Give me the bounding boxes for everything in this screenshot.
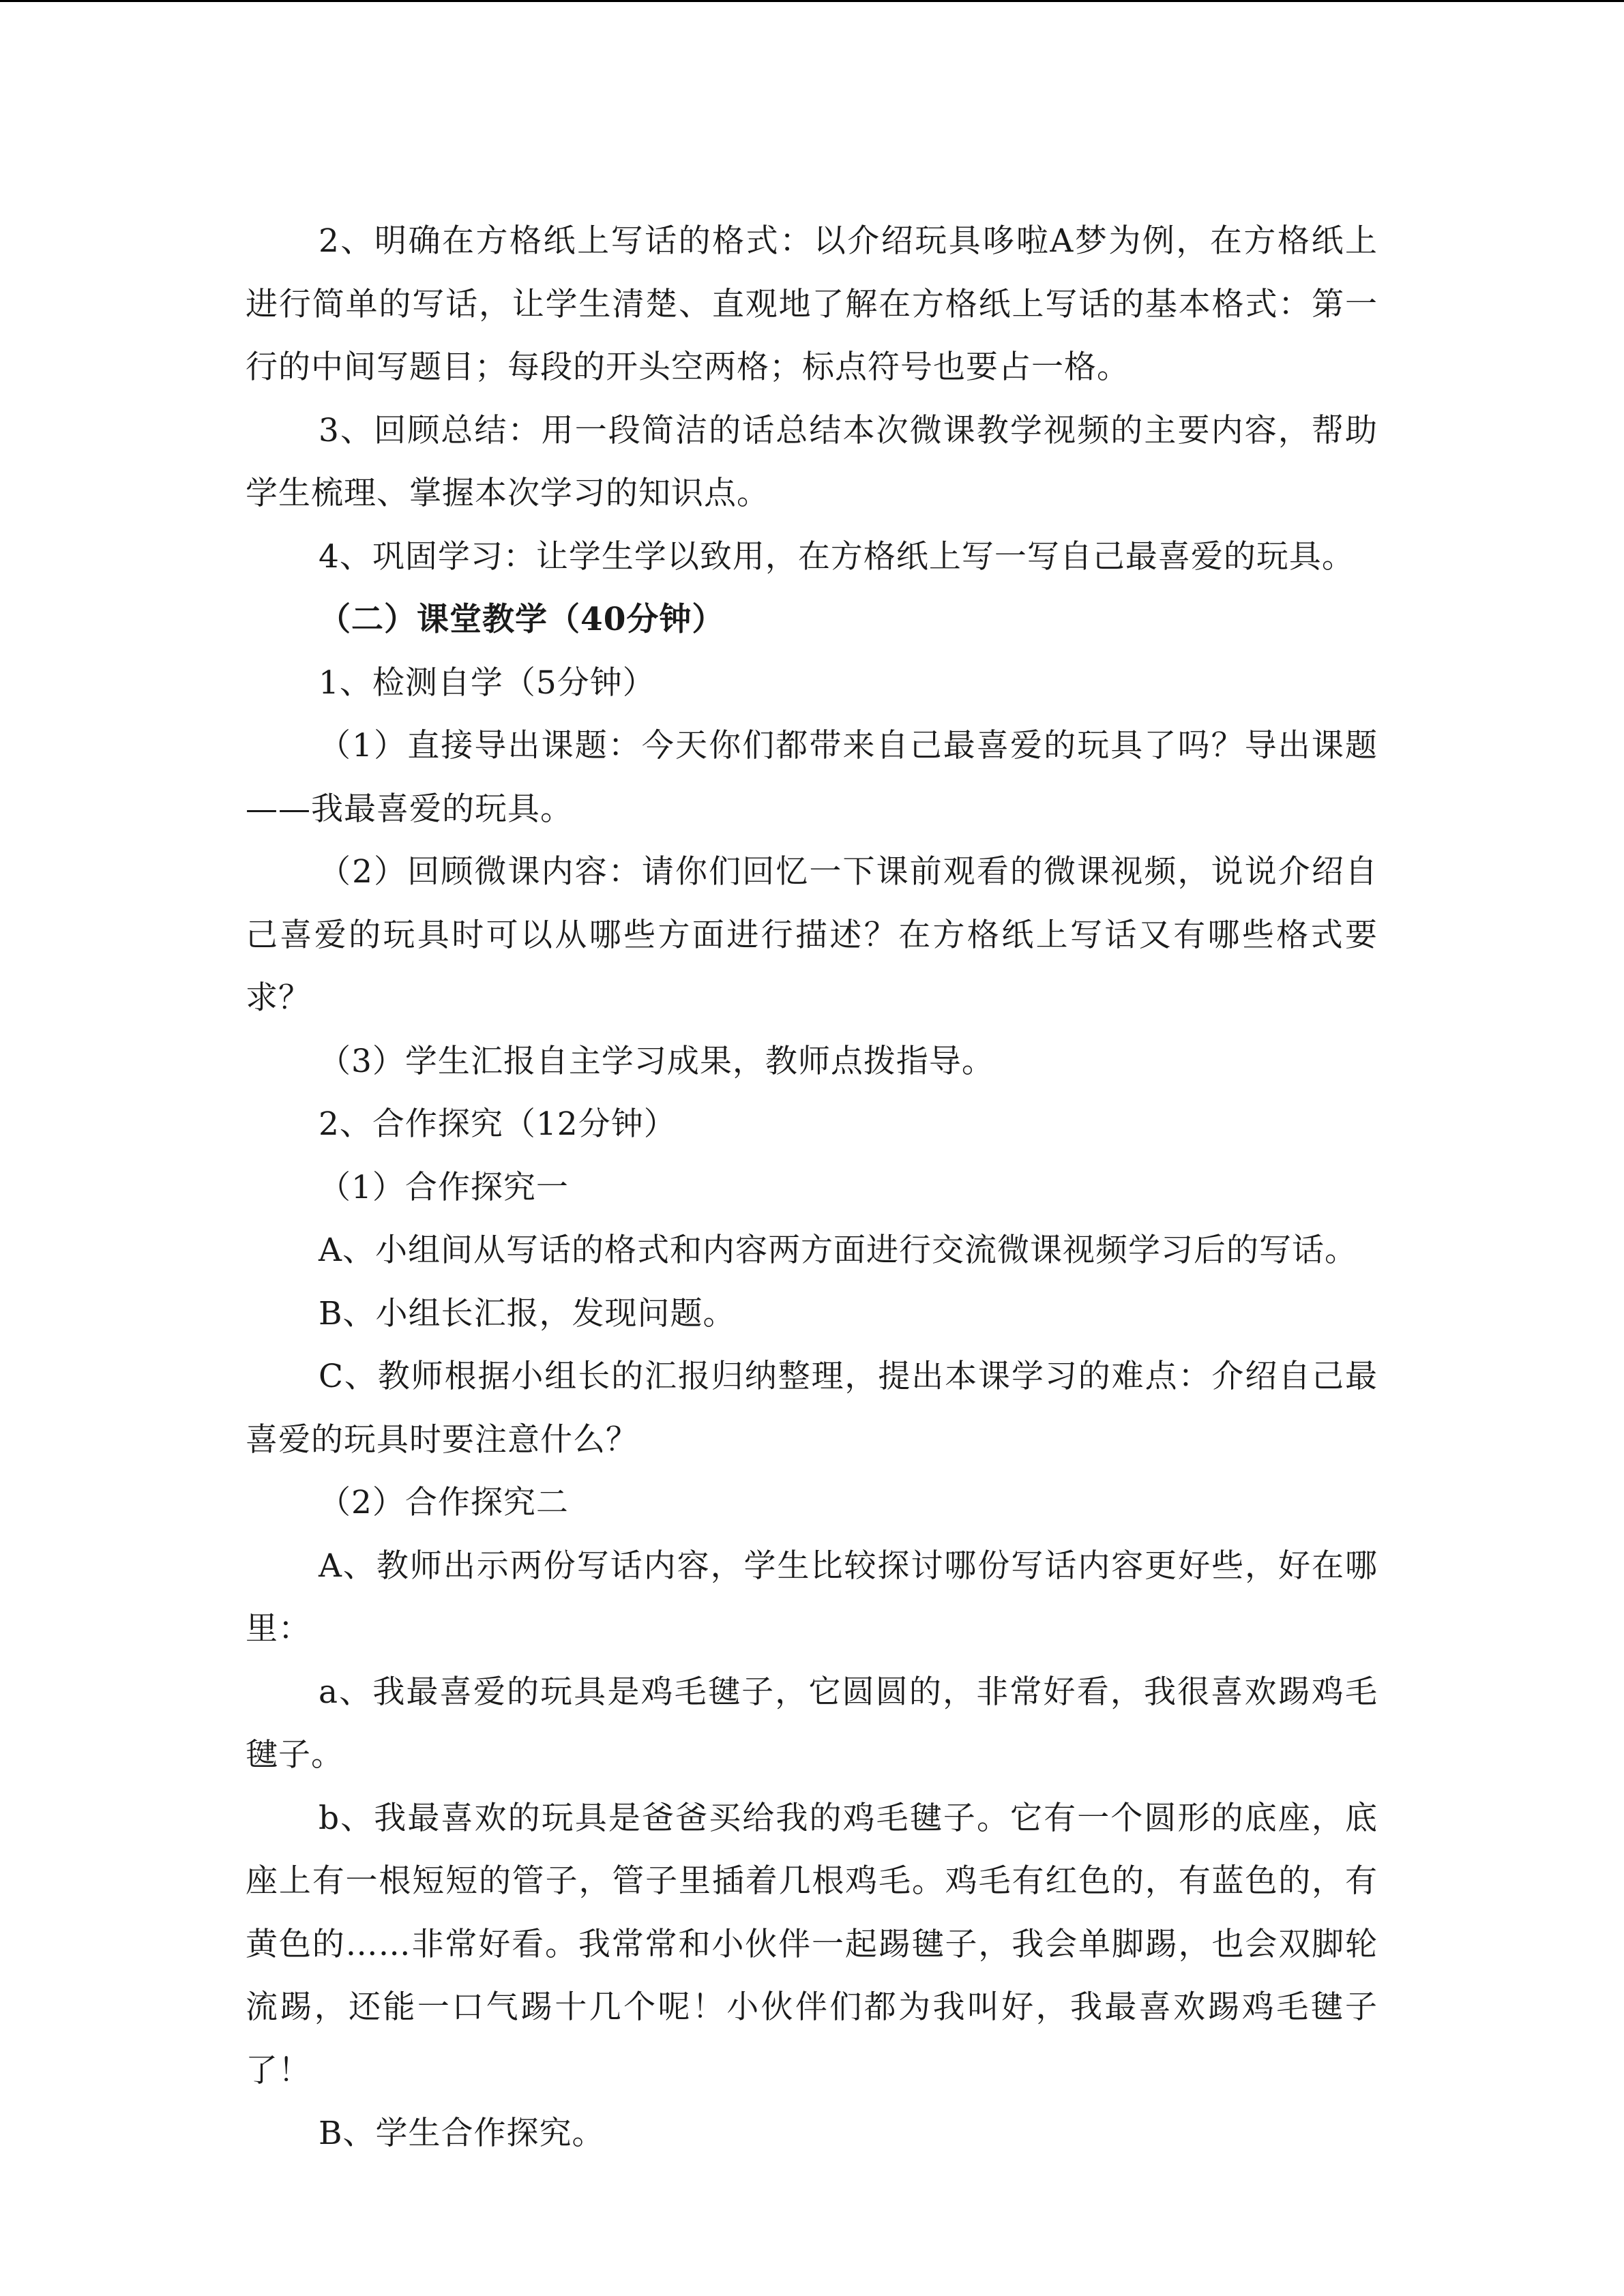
paragraph-inquiry-one: （1）合作探究一 bbox=[319, 1168, 569, 1206]
paragraph-cooperative-inquiry: 2、合作探究（12分钟） bbox=[319, 1105, 677, 1143]
paragraph-item-b: B、小组长汇报，发现问题。 bbox=[319, 1294, 736, 1332]
paragraph-item-a: A、小组间从写话的格式和内容两方面进行交流微课视频学习后的写话。 bbox=[319, 1232, 1357, 1269]
paragraph-sample-a: a、我最喜爱的玩具是鸡毛毽子，它圆圆的，非常好看，我很喜欢踢鸡毛毽子。 bbox=[246, 1673, 1378, 1774]
paragraph-check-self-study: 1、检测自学（5分钟） bbox=[319, 664, 655, 702]
paragraph-student-report: （3）学生汇报自主学习成果，教师点拨指导。 bbox=[319, 1042, 994, 1080]
paragraph-item-b-students: B、学生合作探究。 bbox=[319, 2115, 605, 2152]
paragraph-item-c: C、教师根据小组长的汇报归纳整理，提出本课学习的难点：介绍自己最喜爱的玩具时要注意什么？ bbox=[246, 1358, 1378, 1459]
document-body bbox=[246, 210, 1378, 2166]
section-heading-classroom-teaching: （二）课堂教学（40分钟） bbox=[319, 601, 725, 638]
paragraph-consolidate-learning: 4、巩固学习：让学生学以致用，在方格纸上写一写自己最喜爱的玩具。 bbox=[319, 537, 1355, 576]
paragraph-item-a-compare: A、教师出示两份写话内容，学生比较探讨哪份写话内容更好些，好在哪里： bbox=[246, 1547, 1378, 1648]
paragraph-sample-b: b、我最喜欢的玩具是爸爸买给我的鸡毛毽子。它有一个圆形的底座，底座上有一根短短的管子，管子里插着几根鸡毛。鸡毛有红色的，有蓝色的，有黄色的……非常好看。我常常和小伙伴一起踢毽子，我会单脚踢，也会双脚轮流踢，还能一口气踢十几个呢！小伙伴们都为我叫好，我最喜欢踢鸡毛毽子了！ bbox=[246, 1799, 1378, 2089]
paragraph-inquiry-two: （2）合作探究二 bbox=[319, 1484, 569, 1521]
paragraph-review-microlesson: （2）回顾微课内容：请你们回忆一下课前观看的微课视频，说说介绍自己喜爱的玩具时可以从哪些方面进行描述？在方格纸上写话又有哪些格式要求？ bbox=[246, 853, 1378, 1017]
paragraph-introduce-topic: （1）直接导出课题：今天你们都带来自己最喜爱的玩具了吗？导出课题——我最喜爱的玩具。 bbox=[246, 727, 1378, 828]
paragraph-review-summary: 3、回顾总结：用一段简洁的话总结本次微课教学视频的主要内容，帮助学生梳理、掌握本次学习的知识点。 bbox=[246, 411, 1378, 512]
paragraph-format-guidance: 2、明确在方格纸上写话的格式：以介绍玩具哆啦A梦为例，在方格纸上进行简单的写话，让学生清楚、直观地了解在方格纸上写话的基本格式：第一行的中间写题目；每段的开头空两格；标点符号也要占一格。 bbox=[246, 222, 1378, 386]
